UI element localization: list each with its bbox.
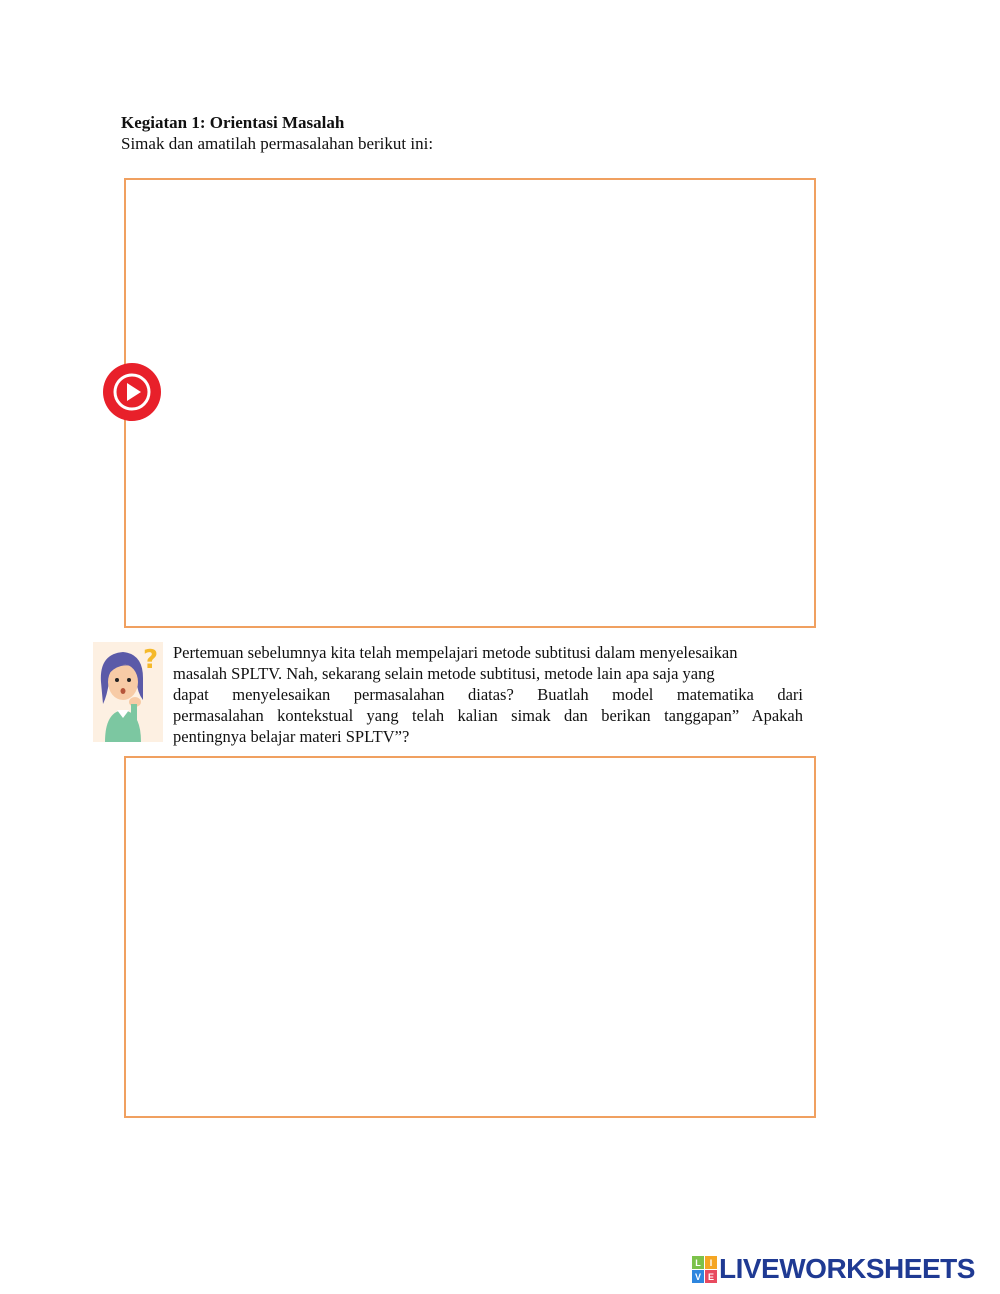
activity-instruction: Simak dan amatilah permasalahan berikut ini: — [121, 134, 434, 153]
activity-title: Kegiatan 1: Orientasi Masalah — [121, 113, 345, 132]
svg-text:?: ? — [143, 645, 159, 675]
logo-letter: E — [705, 1270, 717, 1283]
question-line: masalah SPLTV. Nah, sekarang selain metode subtitusi, metode lain apa saja yang — [173, 664, 715, 683]
question-line: dapat menyelesaikan permasalahan diatas? Buatlah model matematika dari — [173, 685, 803, 704]
question-line: Pertemuan sebelumnya kita telah mempelajari metode subtitusi dalam menyelesaikan — [173, 643, 738, 662]
logo-letter: L — [692, 1256, 704, 1269]
logo-mark-icon — [692, 1256, 716, 1282]
logo-text: LIVEWORKSHEETS — [719, 1253, 975, 1284]
answer-textbox[interactable] — [124, 756, 816, 1118]
liveworksheets-logo — [692, 1254, 975, 1284]
question-line: pentingnya belajar materi SPLTV”? — [173, 727, 410, 746]
question-text — [173, 642, 803, 747]
thinking-girl-icon — [93, 642, 163, 742]
question-line: permasalahan kontekstual yang telah kalian simak dan berikan tanggapan” Apakah — [173, 706, 803, 725]
logo-letter: I — [705, 1256, 717, 1269]
play-icon[interactable] — [102, 362, 162, 422]
logo-letter: V — [692, 1270, 704, 1283]
video-frame[interactable] — [124, 178, 816, 628]
